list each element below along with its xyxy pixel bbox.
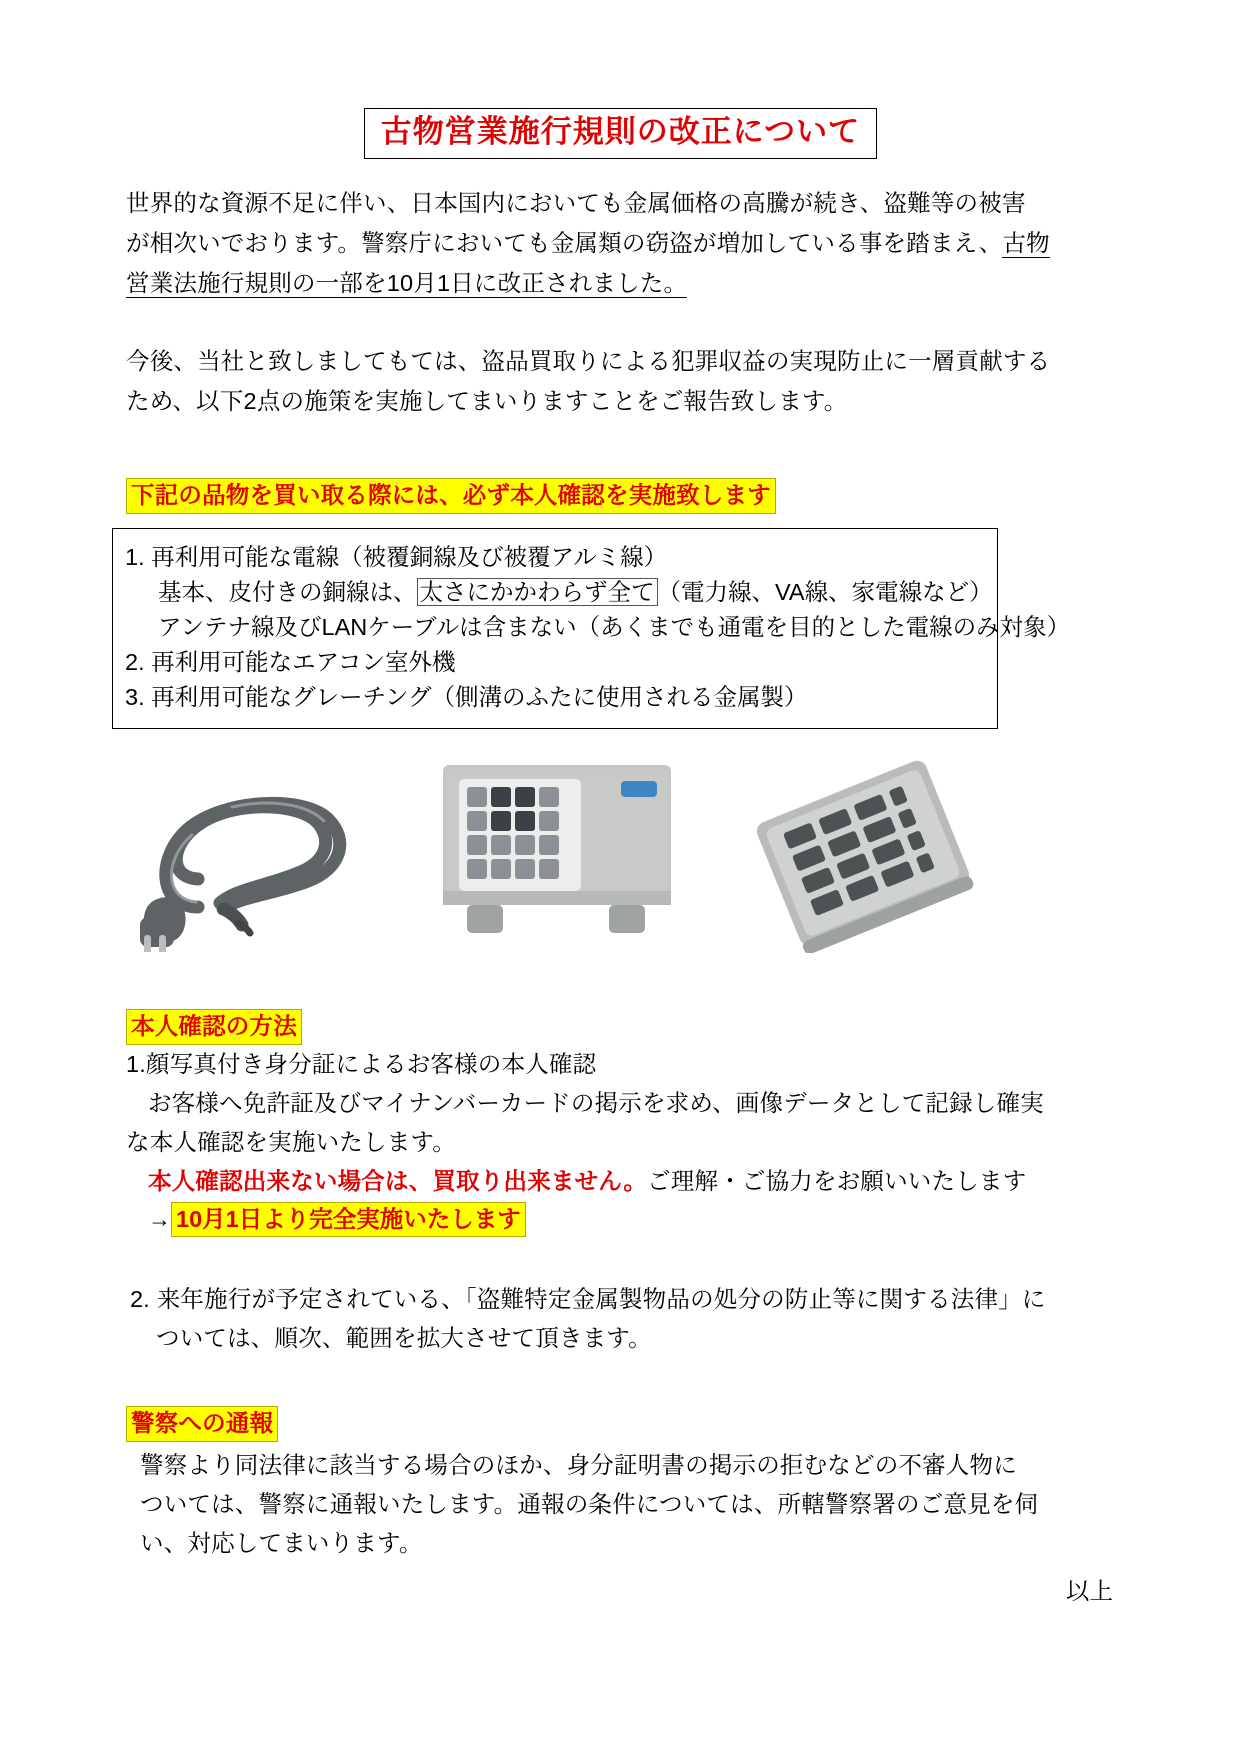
policy-intro-paragraph	[126, 341, 1121, 421]
method-item-2-line-2: ついては、順次、範囲を拡大させて頂きます。	[156, 1324, 652, 1351]
method-item-1-line-2: お客様へ免許証及びマイナンバーカードの掲示を求め、画像データとして記録し確実	[148, 1089, 1044, 1116]
target-items-box	[112, 528, 1071, 729]
title-box	[364, 108, 877, 159]
list-item-1-line-2-post: （電力線、VA線、家電線など）	[657, 578, 993, 605]
police-report-line-1: 警察より同法律に該当する場合のほか、身分証明書の掲示の拒むなどの不審人物に	[140, 1451, 1017, 1478]
closing-text: 以上	[1066, 1577, 1113, 1604]
air-conditioner-outdoor-unit-illustration	[437, 759, 677, 949]
cooperation-request-text: ご理解・ご協力をお願いいたします	[647, 1167, 1027, 1194]
police-report-heading: 警察への通報	[126, 1406, 278, 1442]
page-title: 古物営業施行規則の改正について	[380, 114, 861, 149]
intro-line-2	[126, 223, 1121, 263]
method-heading: 本人確認の方法	[126, 1009, 302, 1045]
emphasis-box-all-thickness: 太さにかかわらず全て	[417, 578, 658, 606]
grating-illustration	[748, 753, 978, 958]
police-heading-row	[126, 1406, 1241, 1442]
intro-line-2-underlined: 古物	[1002, 229, 1050, 256]
list-item-1-line-3: アンテナ線及びLANケーブルは含まない（あくまでも通電を目的とした電線のみ対象）	[158, 613, 1071, 640]
intro-line-1: 世界的な資源不足に伴い、日本国内においても金属価格の高騰が続き、盗難等の被害	[126, 189, 1026, 216]
police-report-line-2: ついては、警察に通報いたします。通報の条件については、所轄警察署のご意見を伺	[140, 1490, 1039, 1517]
list-item-1-line-1: 1. 再利用可能な電線（被覆銅線及び被覆アルミ線）	[125, 543, 668, 570]
enforcement-date-highlight: 10月1日より完全実施いたします	[171, 1202, 526, 1237]
intro-line-3-underlined: 営業法施行規則の一部を10月1日に改正されました。	[126, 269, 688, 296]
list-item-3: 3. 再利用可能なグレーチング（側溝のふたに使用される金属製）	[125, 683, 808, 710]
method-item-1-line-5	[148, 1201, 1241, 1237]
method-item-1-line-1: 1.顔写真付き身分証によるお客様の本人確認	[126, 1050, 597, 1077]
method-item-2-line-1: 2. 来年施行が予定されている、「盗難特定金属製物品の処分の防止等に関する法律」に	[130, 1285, 1046, 1312]
arrow-right-icon: →	[148, 1205, 171, 1232]
title-area	[0, 108, 1241, 159]
method-item-1	[126, 1045, 1121, 1201]
method-heading-row	[126, 1009, 1241, 1045]
list-item-1-line-2-pre: 基本、皮付きの銅線は、	[158, 578, 417, 605]
police-report-line-3: い、対応してまいります。	[140, 1529, 423, 1556]
intro-line-2-plain: が相次いでおります。警察庁においても金属類の窃盗が増加している事を踏まえ、	[126, 229, 1003, 256]
power-cable-illustration	[128, 757, 378, 957]
intro-paragraph	[126, 183, 1121, 303]
policy-intro-line-1: 今後、当社と致しましてもては、盗品買取りによる犯罪収益の実現防止に一層貢献する	[126, 347, 1051, 374]
illustration-strip	[0, 751, 1241, 969]
items-heading-row	[126, 478, 1241, 514]
no-id-no-purchase-warning: 本人確認出来ない場合は、買取り出来ません。	[148, 1167, 648, 1194]
items-heading: 下記の品物を買い取る際には、必ず本人確認を実施致します	[126, 478, 776, 514]
method-item-1-line-4	[148, 1162, 1121, 1201]
method-item-2	[130, 1280, 1121, 1358]
list-item-1-line-2	[125, 575, 993, 610]
list-item-2: 2. 再利用可能なエアコン室外機	[125, 648, 456, 675]
intro-line-3	[126, 263, 1121, 303]
method-item-1-line-3: な本人確認を実施いたします。	[126, 1128, 456, 1155]
police-report-body	[140, 1446, 1129, 1563]
policy-intro-line-2: ため、以下2点の施策を実施してまいりますことをご報告致します。	[126, 387, 848, 414]
